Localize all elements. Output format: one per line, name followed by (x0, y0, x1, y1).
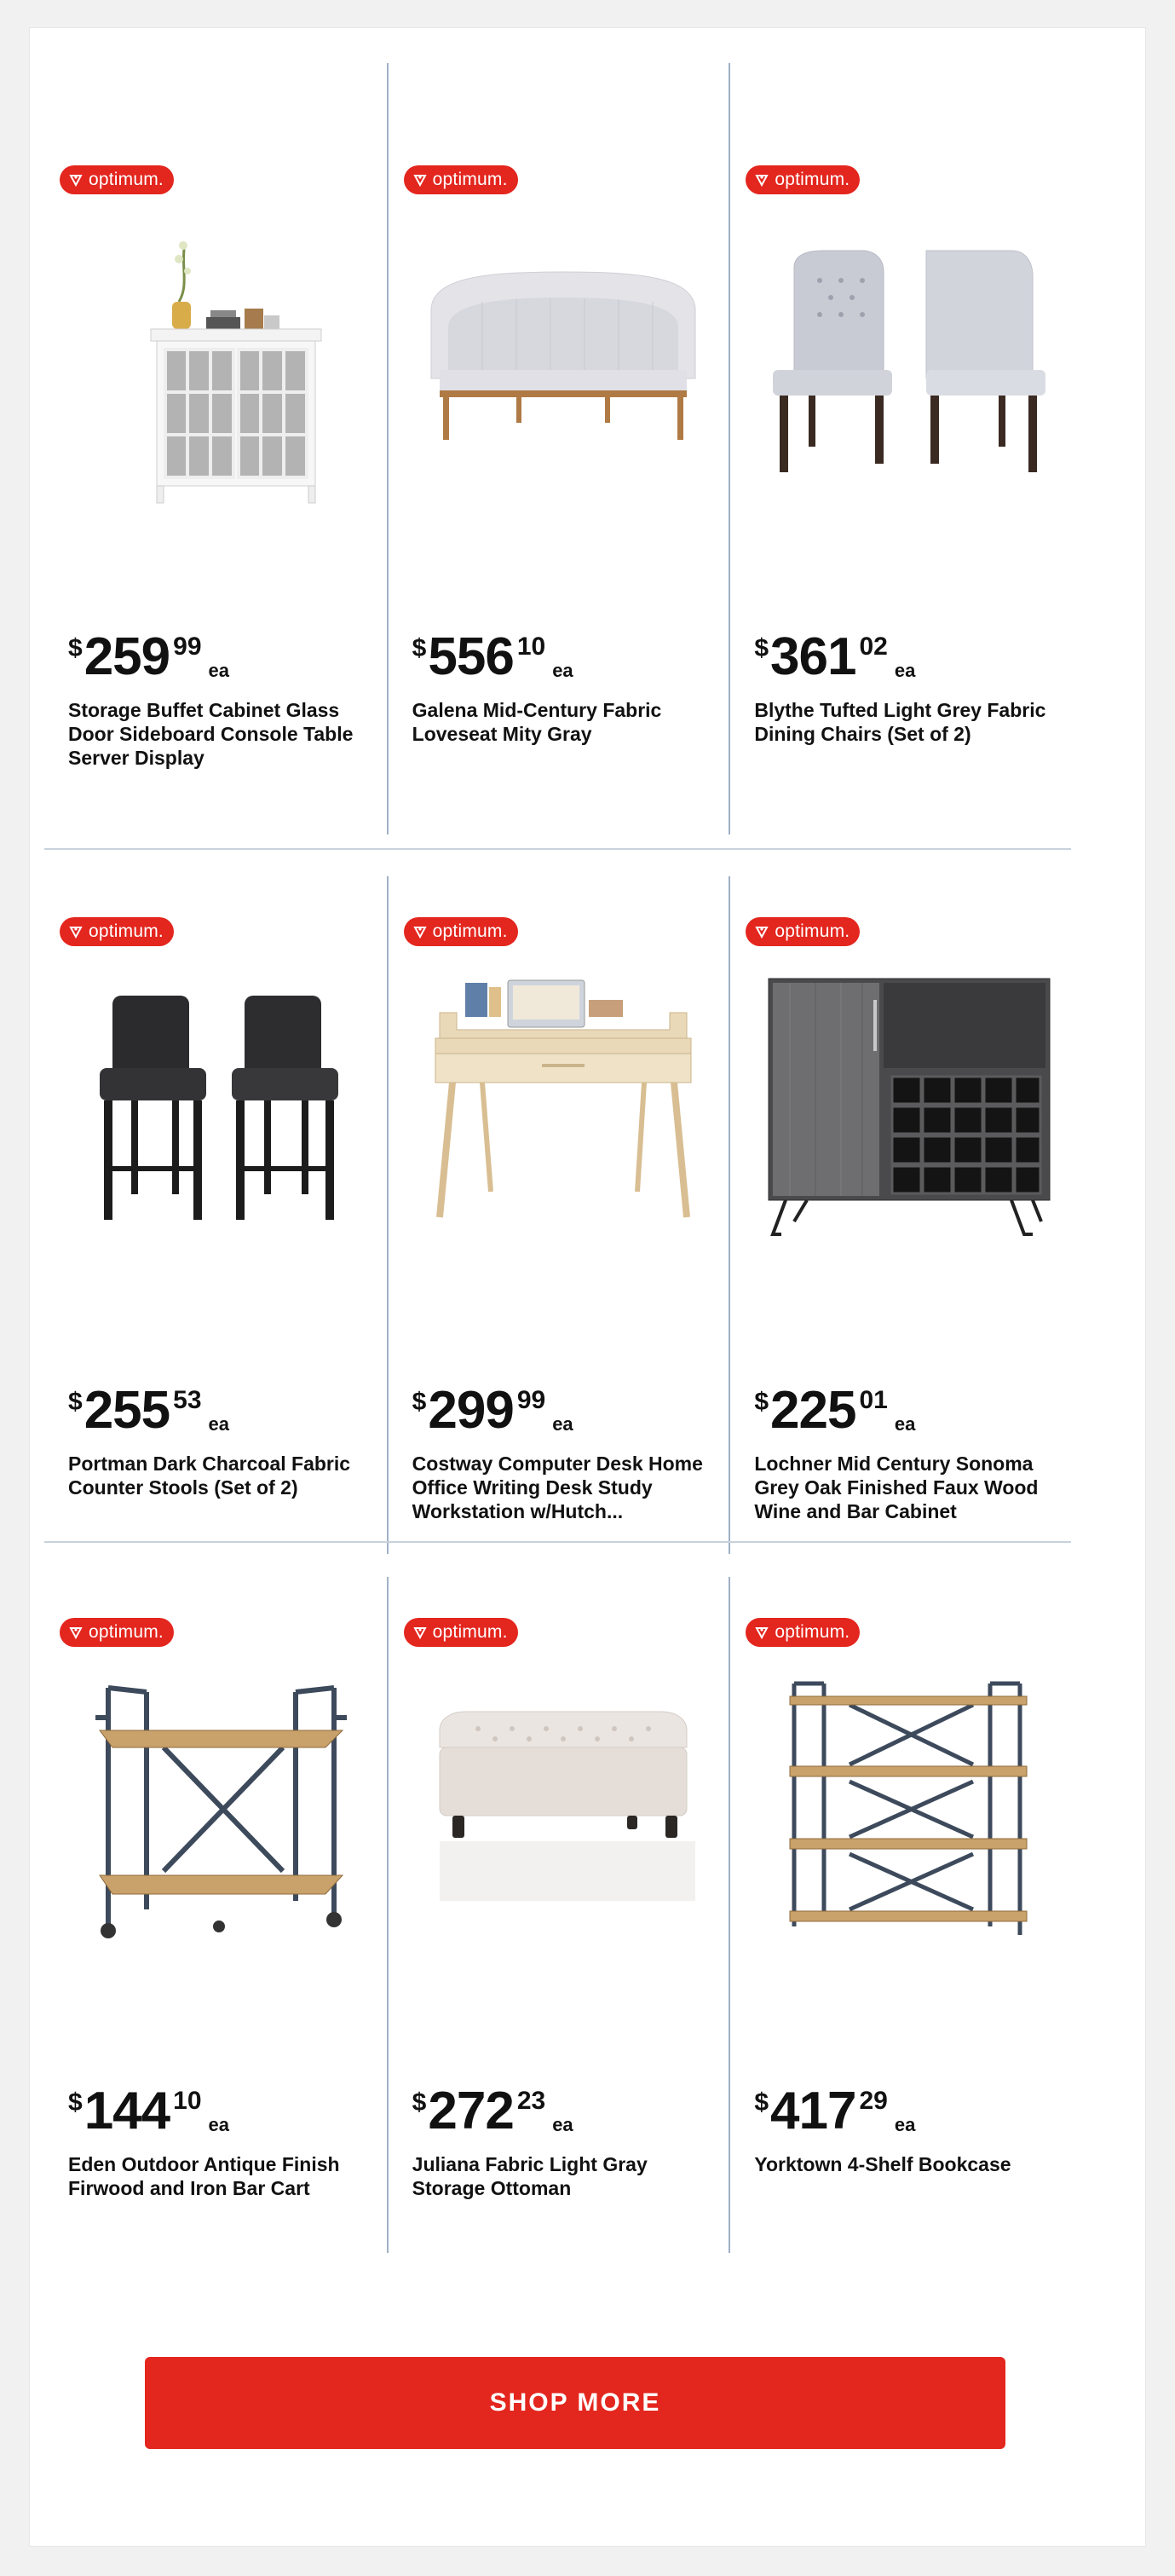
price-currency: $ (68, 634, 83, 662)
product-tile[interactable] (729, 63, 1071, 835)
price-unit: ea (552, 660, 573, 681)
price-dollars: 299 (428, 1381, 514, 1440)
badge-label: optimum. (775, 170, 850, 189)
product-tile[interactable] (44, 1577, 387, 2253)
badge-label: optimum. (89, 170, 164, 189)
optimum-badge (404, 1618, 518, 1647)
price-cents: 10 (516, 632, 546, 661)
price-cents: 01 (859, 1386, 888, 1414)
price-unit: ea (894, 2114, 916, 2135)
badge-label: optimum. (432, 1622, 508, 1642)
product-name[interactable]: Eden Outdoor Antique Finish Firwood and Iron Bar Cart (68, 2153, 340, 2199)
price-currency: $ (412, 1388, 427, 1416)
price-dollars: 255 (84, 1381, 170, 1440)
product-image[interactable] (414, 1671, 712, 1952)
optimum-badge (404, 917, 518, 946)
price-currency: $ (412, 2088, 427, 2117)
optimum-badge (60, 165, 174, 194)
badge-label: optimum. (775, 1622, 850, 1642)
price-dollars: 272 (428, 2082, 514, 2140)
charcoal-counter-stools-image (70, 962, 368, 1243)
price-currency: $ (68, 1388, 83, 1416)
optimum-logo-icon (754, 924, 769, 939)
product-price (412, 1381, 573, 1440)
badge-label: optimum. (775, 921, 850, 941)
price-cents: 53 (173, 1386, 202, 1414)
product-price (754, 627, 916, 686)
optimum-logo-icon (68, 924, 84, 939)
optimum-logo-icon (412, 172, 428, 188)
price-unit: ea (208, 660, 229, 681)
price-currency: $ (754, 1388, 769, 1416)
row-divider (44, 848, 1071, 850)
product-image[interactable] (414, 962, 712, 1243)
product-tile[interactable] (44, 876, 387, 1554)
shop-more-button[interactable]: SHOP MORE (145, 2357, 1005, 2449)
wood-writing-desk-image (414, 962, 712, 1243)
badge-label: optimum. (432, 921, 508, 941)
price-currency: $ (754, 2088, 769, 2117)
product-price (754, 2082, 916, 2140)
price-cents: 10 (173, 2087, 202, 2115)
product-image[interactable] (70, 234, 368, 515)
optimum-badge (60, 1618, 174, 1647)
product-image[interactable] (756, 1671, 1054, 1952)
optimum-logo-icon (412, 1625, 428, 1640)
product-name[interactable]: Storage Buffet Cabinet Glass Door Sideboard Console Table Server Display (68, 699, 354, 769)
optimum-badge (404, 165, 518, 194)
gray-wine-cabinet-image (756, 962, 1054, 1243)
product-name[interactable]: Juliana Fabric Light Gray Storage Ottoman (412, 2153, 648, 2199)
price-dollars: 556 (428, 627, 514, 686)
price-currency: $ (412, 634, 427, 662)
badge-label: optimum. (432, 170, 508, 189)
price-cents: 99 (173, 632, 202, 661)
iron-bar-cart-image (70, 1671, 368, 1952)
price-currency: $ (68, 2088, 83, 2117)
price-unit: ea (894, 660, 916, 681)
product-price (412, 2082, 573, 2140)
tufted-storage-ottoman-image (414, 1671, 712, 1952)
optimum-badge (746, 165, 860, 194)
optimum-badge (746, 1618, 860, 1647)
gray-loveseat-image (414, 234, 712, 515)
product-tile[interactable] (729, 1577, 1071, 2253)
product-tile[interactable] (387, 63, 729, 835)
product-name[interactable]: Galena Mid-Century Fabric Loveseat Mity Gray (412, 699, 662, 745)
product-image[interactable] (756, 234, 1054, 515)
white-buffet-cabinet-image (70, 234, 368, 515)
badge-label: optimum. (89, 921, 164, 941)
price-dollars: 144 (84, 2082, 170, 2140)
product-price (68, 2082, 229, 2140)
price-unit: ea (208, 2114, 229, 2135)
product-name[interactable]: Portman Dark Charcoal Fabric Counter Stools (Set of 2) (68, 1453, 351, 1499)
price-dollars: 417 (770, 2082, 856, 2140)
product-price (754, 1381, 916, 1440)
price-unit: ea (208, 1413, 229, 1435)
product-name[interactable]: Blythe Tufted Light Grey Fabric Dining Chairs (Set of 2) (754, 699, 1046, 745)
row-divider (44, 1541, 1071, 1543)
price-dollars: 225 (770, 1381, 856, 1440)
optimum-logo-icon (754, 1625, 769, 1640)
price-dollars: 361 (770, 627, 856, 686)
optimum-logo-icon (68, 1625, 84, 1640)
product-name[interactable]: Yorktown 4-Shelf Bookcase (754, 2153, 1011, 2175)
price-cents: 99 (516, 1386, 546, 1414)
product-image[interactable] (70, 1671, 368, 1952)
badge-label: optimum. (89, 1622, 164, 1642)
product-tile[interactable] (729, 876, 1071, 1554)
price-cents: 02 (859, 632, 888, 661)
product-image[interactable] (414, 234, 712, 515)
optimum-logo-icon (754, 172, 769, 188)
price-unit: ea (552, 2114, 573, 2135)
optimum-badge (60, 917, 174, 946)
product-image[interactable] (70, 962, 368, 1243)
product-row-1 (44, 63, 1071, 835)
product-price (68, 627, 229, 686)
product-row-2 (44, 876, 1071, 1554)
product-tile[interactable] (387, 1577, 729, 2253)
optimum-logo-icon (412, 924, 428, 939)
product-tile[interactable] (44, 63, 387, 835)
product-tile[interactable] (387, 876, 729, 1554)
product-price (412, 627, 573, 686)
product-image[interactable] (756, 962, 1054, 1243)
price-currency: $ (754, 634, 769, 662)
price-dollars: 259 (84, 627, 170, 686)
gray-dining-chairs-image (756, 234, 1054, 515)
price-cents: 29 (859, 2087, 888, 2115)
product-row-3 (44, 1577, 1071, 2253)
price-cents: 23 (516, 2087, 546, 2115)
optimum-badge (746, 917, 860, 946)
iron-wood-bookcase-image (756, 1671, 1054, 1952)
product-name[interactable]: Costway Computer Desk Home Office Writing Desk Study Workstation w/Hutch... (412, 1453, 703, 1522)
product-price (68, 1381, 229, 1440)
optimum-logo-icon (68, 172, 84, 188)
price-unit: ea (552, 1413, 573, 1435)
price-unit: ea (894, 1413, 916, 1435)
product-name[interactable]: Lochner Mid Century Sonoma Grey Oak Finished Faux Wood Wine and Bar Cabinet (754, 1453, 1039, 1522)
